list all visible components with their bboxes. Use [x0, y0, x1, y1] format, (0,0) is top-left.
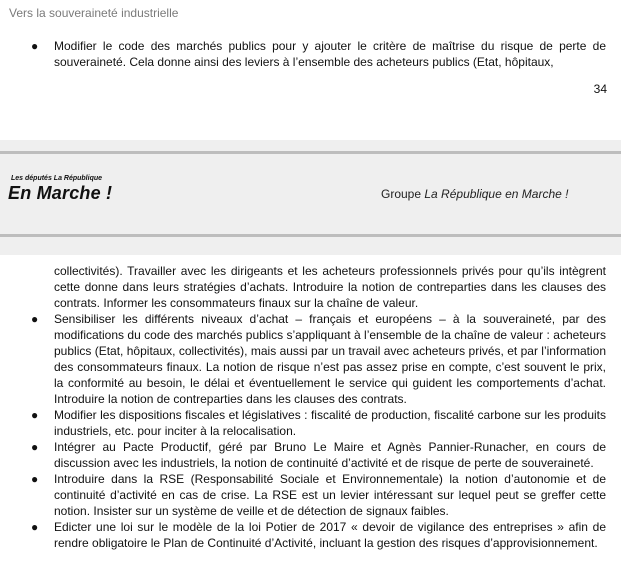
divider	[0, 151, 621, 154]
continuation-text: collectivités). Travailler avec les dirigeants et les acheteurs professionnels privés pour qu’ils intègrent cette donne dans leurs stratégies d’achats. Introduire la notion de contreparties dans les clauses des contrats. Informer les consommateurs finaux sur la chaîne de valeur.	[54, 264, 606, 310]
bullet-icon: ●	[31, 39, 39, 53]
list-item	[0, 38, 621, 70]
page-break-band	[0, 140, 621, 255]
list-item-text: Modifier les dispositions fiscales et législatives : fiscalité de production, fiscalité carbone sur les produits industriels, etc. pour inciter à la relocalisation.	[54, 408, 606, 438]
divider	[0, 234, 621, 237]
page-number: 34	[593, 82, 607, 96]
list-item-text: Sensibiliser les différents niveaux d’achat – français et européens – à la souveraineté, par des modifications du code des marchés publics s’appliquant à l’ensemble de la chaîne de valeur : acheteurs publics (Etat, hôpitaux, collectivités), mais aussi par un travail avec acheteurs privés, et par l’information des consommateurs finaux. La notion de risque n’est pas assez prise en compte, c’est souvent le prix, la conformité au besoin, le délai et éventuellement le service qui guident les comportements d’achat. Introduire la notion de contreparties dans les clauses des contrats.	[54, 312, 606, 406]
list-item-text: Edicter une loi sur le modèle de la loi Potier de 2017 « devoir de vigilance des entreprises » afin de rendre obligatoire le Plan de Continuité d’Activité, incluant la gestion des risques d’approvisionnement.	[54, 520, 606, 550]
group-label	[381, 187, 568, 201]
bullet-icon: ●	[31, 408, 39, 422]
top-bullet-list	[0, 38, 621, 70]
group-prefix: Groupe	[381, 187, 422, 201]
list-item-text: Modifier le code des marchés publics pour y ajouter le critère de maîtrise du risque de perte de souveraineté. Cela donne ainsi des leviers à l’ensemble des acheteurs publics (Etat, hôpitaux,	[54, 39, 606, 69]
list-item	[0, 439, 621, 471]
list-item	[0, 471, 621, 519]
list-item	[0, 519, 621, 551]
list-item-text: Intégrer au Pacte Productif, géré par Bruno Le Maire et Agnès Pannier-Runacher, en cours de discussion avec les industriels, la notion de continuité d’activité et de risque de perte de souveraineté.	[54, 440, 606, 470]
logo-title: En Marche !	[8, 183, 113, 203]
bullet-icon: ●	[31, 472, 39, 486]
page-bottom	[0, 255, 621, 580]
logo-subtitle: Les députés La République	[11, 175, 103, 182]
bullet-icon: ●	[31, 440, 39, 454]
bottom-bullet-list	[0, 255, 621, 551]
bullet-icon: ●	[31, 520, 39, 534]
bullet-icon: ●	[31, 312, 39, 326]
party-logo	[8, 174, 128, 203]
list-item	[0, 311, 621, 407]
list-item	[0, 407, 621, 439]
group-name: La République en Marche !	[424, 187, 569, 201]
page-top	[0, 0, 621, 140]
list-item-text: Introduire dans la RSE (Responsabilité Sociale et Environnementale) la notion d’autonomie et de continuité d’activité en cas de crise. La RSE est un levier intéressant sur lequel peut se greffer cette notion. Insister sur un système de veille et de détection de signaux faibles.	[54, 472, 606, 518]
running-title: Vers la souveraineté industrielle	[9, 6, 179, 20]
